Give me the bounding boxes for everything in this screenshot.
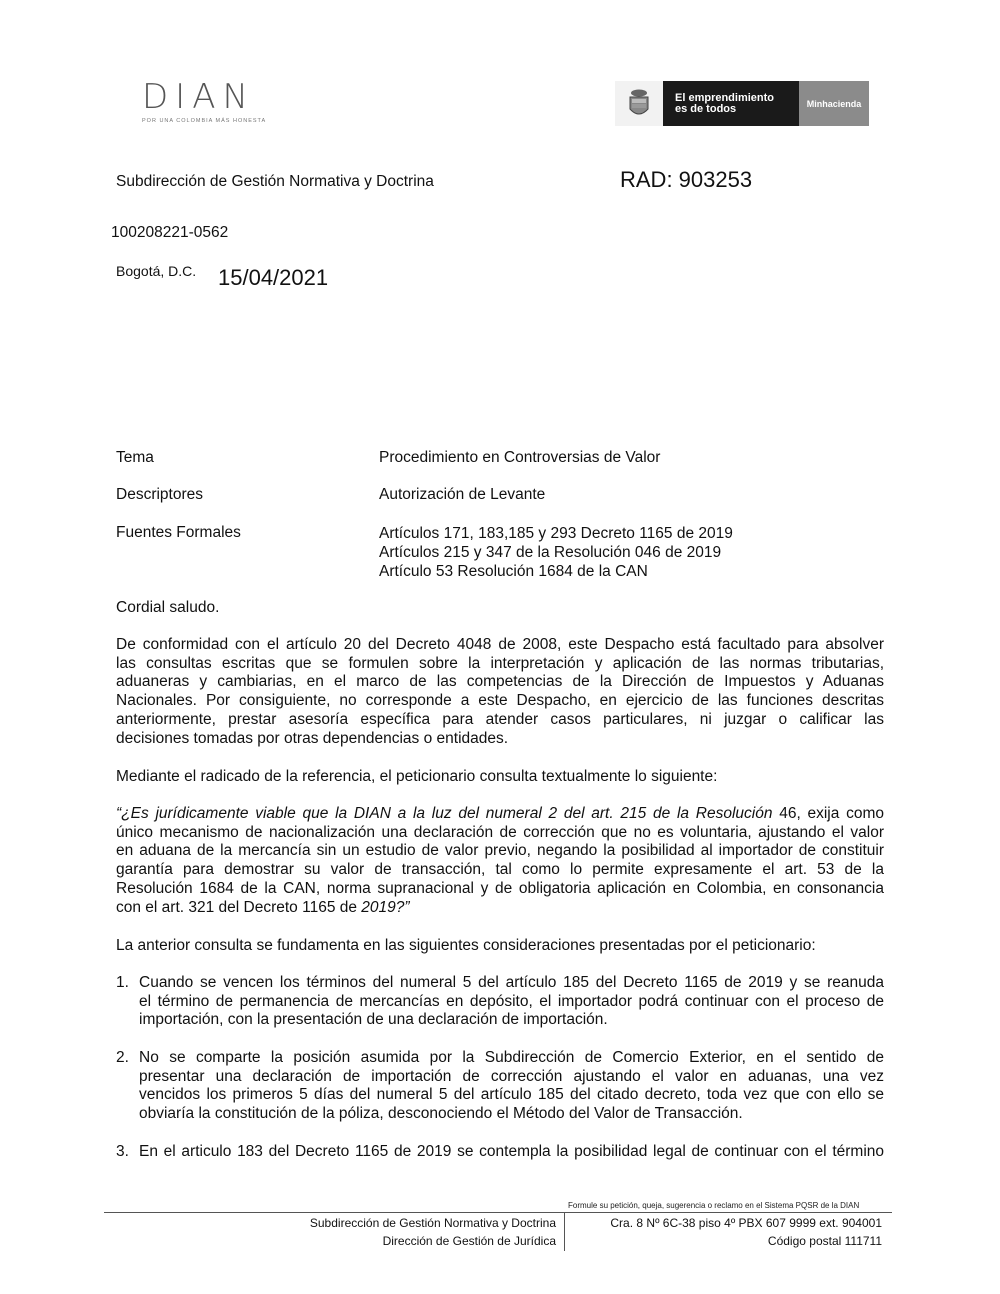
dian-logo-text: DIAN <box>142 77 255 117</box>
quote-italic: “¿Es jurídicamente viable que la DIAN a la luz del numeral 2 del art. 215 de la Resolución <box>116 805 773 822</box>
footer-address: Cra. 8 Nº 6C-38 piso 4º PBX 607 9999 ext. 904001 <box>610 1216 882 1230</box>
list-line: presentar una declaración de importación de corrección ajustando el valor en aduanas, una vez <box>139 1067 884 1085</box>
fuentes-label: Fuentes Formales <box>116 524 241 541</box>
government-logo <box>615 81 869 126</box>
quote-line: en aduana de la mercancía sin un estudio de valor previo, negando la posibilidad al importador de constituir <box>116 842 884 860</box>
footer-divider <box>104 1212 892 1213</box>
footer-direction: Dirección de Gestión de Jurídica <box>382 1234 556 1248</box>
footer-postal-code: Código postal 111711 <box>767 1234 882 1248</box>
list-line: vencidos los primeros 5 días del numeral 5 del artículo 185 del citado decreto, toda vez que con ello se <box>139 1086 884 1104</box>
list-line: el término de permanencia de mercancías en depósito, el importador podrá continuar con el proceso de <box>139 992 884 1010</box>
footer-column-divider <box>564 1213 565 1251</box>
gov-slogan-line1: El emprendimiento <box>675 92 775 104</box>
tema-value: Procedimiento en Controversias de Valor <box>379 449 661 466</box>
list-item <box>139 974 884 1030</box>
list-item <box>139 1049 884 1124</box>
footer-office: Subdirección de Gestión Normativa y Doctrina <box>309 1216 556 1230</box>
quote-line <box>116 899 884 918</box>
quote-text: 46, exija como <box>772 805 885 822</box>
quote-line: Resolución 1684 de la CAN, norma supranacional y de obligatoria aplicación en Colombia, en consonancia <box>116 879 884 897</box>
list-line: Cuando se vencen los términos del numeral 5 del artículo 185 del Decreto 1165 de 2019 y se reanuda <box>139 974 884 991</box>
list-line: No se comparte la posición asumida por la Subdirección de Comercio Exterior, en el sentido de <box>139 1049 884 1066</box>
descriptores-value: Autorización de Levante <box>379 486 546 503</box>
quoted-question <box>116 805 884 917</box>
office-name: Subdirección de Gestión Normativa y Doctrina <box>116 173 434 190</box>
list-line: En el articulo 183 del Decreto 1165 de 2019 se contempla la posibilidad legal de continuar con el término <box>139 1143 884 1160</box>
coat-of-arms-icon <box>615 81 663 126</box>
dian-tagline: POR UNA COLOMBIA MÁS HONESTA <box>142 118 267 124</box>
descriptores-label: Descriptores <box>116 486 203 503</box>
footer-pqsr-note: Formule su petición, queja, sugerencia o reclamo en el Sistema PQSR de la DIAN <box>568 1201 860 1210</box>
city: Bogotá, D.C. <box>116 263 197 279</box>
document-date: 15/04/2021 <box>218 265 329 290</box>
paragraph-line: aduaneras y cambiarias, en el marco de las competencias de la Dirección de Impuestos y Aduanas <box>116 673 884 691</box>
list-number: 1. <box>116 974 129 991</box>
list-line: obviaría la constitución de la póliza, desconociendo el Método del Valor de Transacción. <box>139 1105 743 1123</box>
fuentes-value: Artículo 53 Resolución 1684 de la CAN <box>379 563 648 580</box>
reference-number: 100208221-0562 <box>111 224 229 241</box>
fuentes-value: Artículos 171, 183,185 y 293 Decreto 1165 de 2019 <box>379 525 733 542</box>
paragraph-line: Nacionales. Por consiguiente, no corresponde a este Despacho, en ejercicio de las funciones descritas <box>116 692 884 710</box>
paragraph-line: las consultas escritas que se formulen sobre la interpretación y aplicación de las normas tributarias, <box>116 654 884 672</box>
fuentes-value: Artículos 215 y 347 de la Resolución 046 de 2019 <box>379 544 722 561</box>
paragraph-line: De conformidad con el artículo 20 del Decreto 4048 de 2008, este Despacho está facultado para absolver <box>116 636 884 653</box>
gov-slogan <box>663 81 799 126</box>
quote-italic: 2019?” <box>361 898 410 916</box>
list-number: 3. <box>116 1143 129 1160</box>
list-item <box>139 1143 884 1162</box>
dian-logo <box>142 77 302 128</box>
gov-slogan-line2: es de todos <box>675 103 737 115</box>
quote-line: garantía para demostrar su valor de transacción, tal como lo permite expresamente el art. 53 de la <box>116 861 884 879</box>
quote-line: único mecanismo de nacionalización una declaración de corrección que no es voluntaria, ajustando el valor <box>116 823 884 841</box>
paragraph-line: decisiones tomadas por otras dependencias o entidades. <box>116 729 509 747</box>
paragraph-line: anteriormente, prestar asesoría específica para atender casos particulares, ni juzgar o calificar las <box>116 710 884 728</box>
tema-label: Tema <box>116 449 154 466</box>
ministry-label: Minhacienda <box>799 81 869 126</box>
list-number: 2. <box>116 1049 129 1066</box>
fuentes-values <box>379 524 733 581</box>
quote-line <box>116 805 884 824</box>
paragraph-competence <box>116 636 884 748</box>
paragraph-considerations-intro: La anterior consulta se fundamenta en las siguientes consideraciones presentadas por el peticionario: <box>116 937 816 954</box>
quote-text: con el art. 321 del Decreto 1165 de <box>116 898 362 916</box>
rad-number: RAD: 903253 <box>620 167 753 192</box>
paragraph-consult-intro: Mediante el radicado de la referencia, el peticionario consulta textualmente lo siguiente: <box>116 768 718 785</box>
greeting: Cordial saludo. <box>116 599 220 616</box>
list-line: importación, con la presentación de una declaración de importación. <box>139 1011 608 1029</box>
